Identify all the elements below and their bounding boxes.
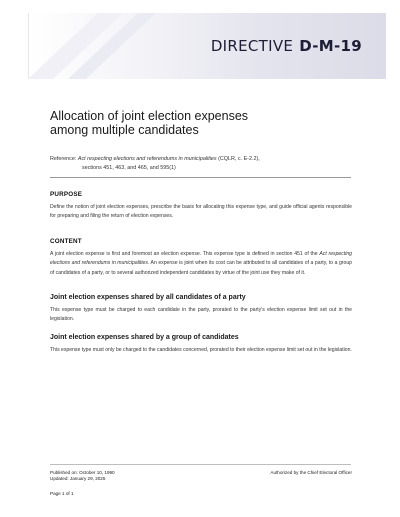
title-line-1: Allocation of joint election expenses xyxy=(50,109,249,123)
reference-block xyxy=(50,155,370,173)
title-line-2: among multiple candidates xyxy=(50,123,199,137)
reference-label: Reference: xyxy=(50,156,77,162)
divider xyxy=(50,177,351,178)
group-expenses-heading: Joint election expenses shared by a group of candidates xyxy=(50,334,239,341)
reference-citation: (CQLR, c. E-2.2), xyxy=(218,156,260,162)
banner-decoration xyxy=(28,13,208,79)
directive-number: D-M-19 xyxy=(299,37,362,55)
content-text xyxy=(50,250,352,278)
group-expenses-text: This expense type must only be charged to the candidates concerned, prorated to their election expense limit set out in the legislation. xyxy=(50,347,352,353)
purpose-text: Define the notion of joint election expenses, prescribe the basis for allocating this expense type, and guide official agents responsible for preparing and filing the return of election expenses. xyxy=(50,204,352,220)
content-heading: CONTENT xyxy=(50,238,82,245)
reference-act: Act respecting elections and referendums in municipalities xyxy=(77,156,217,162)
published-date: Published on: October 10, 1990 xyxy=(50,470,115,475)
updated-date: Updated: January 29, 2025 xyxy=(50,476,106,482)
authorized-by: Authorized by the Chief Electoral Officer xyxy=(270,470,352,475)
party-expenses-heading: Joint election expenses shared by all candidates of a party xyxy=(50,294,246,301)
directive-label: DIRECTIVE xyxy=(210,37,294,55)
content-text-act: Act respecting elections and referendums in municipalities xyxy=(50,251,353,267)
party-expenses-text: This expense type must be charged to each candidate in the party, prorated to the party's election expense limit set out in the legislation. xyxy=(50,307,352,323)
purpose-heading: PURPOSE xyxy=(50,191,83,198)
document-title xyxy=(50,109,350,137)
footer-dates xyxy=(50,470,115,482)
content-text-part2: . An expense is joint when its cost can be attributed to all candidates of a party, to a group of candidates of a party, or to several authorized independent candidates by virtue of the joint use they make of it. xyxy=(50,260,352,276)
reference-sections: sections 451, 463, and 465, and 595(1) xyxy=(82,165,176,171)
footer-divider xyxy=(50,464,351,465)
page-number: Page 1 of 1 xyxy=(50,491,74,496)
content-text-part1: A joint election expense is first and foremost an election expense. This expense type is defined in section 451 of the xyxy=(50,251,320,257)
directive-title xyxy=(211,37,362,55)
